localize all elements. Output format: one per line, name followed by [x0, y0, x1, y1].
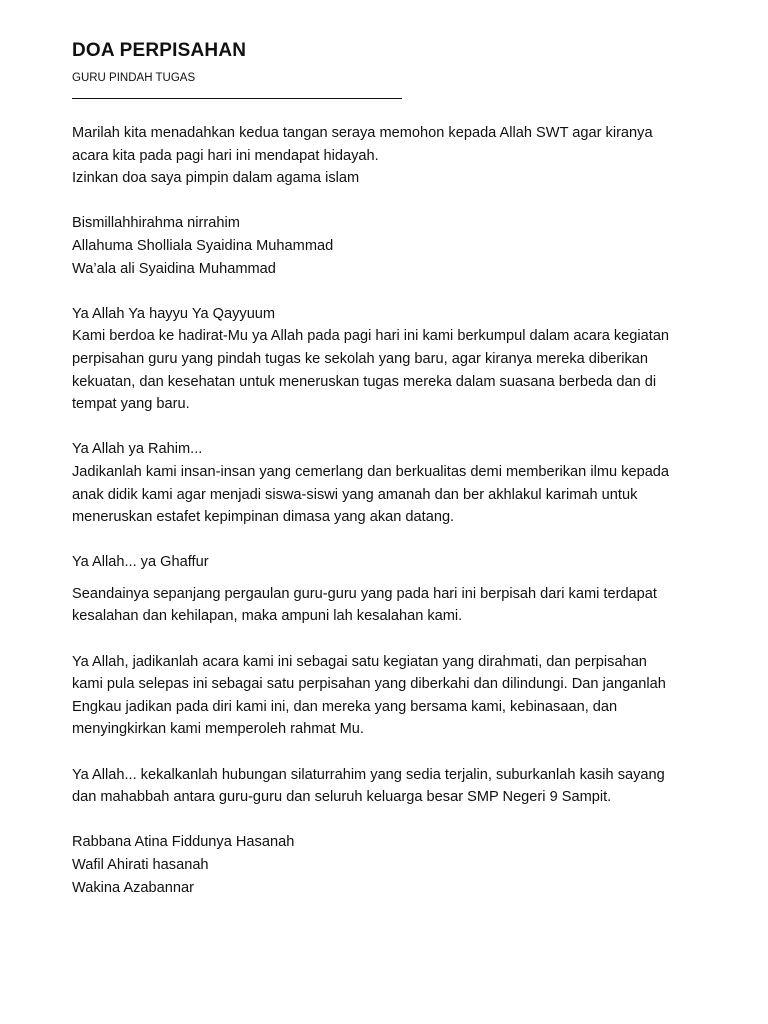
- paragraph: [72, 212, 712, 280]
- text-line: acara kita pada pagi hari ini mendapat hidayah.: [72, 147, 379, 164]
- text-line: kesalahan dan kehilapan, maka ampuni lah kesalahan kami.: [72, 608, 463, 625]
- text-line: Wakina Azabannar: [72, 879, 194, 896]
- text-line: Allahuma Sholliala Syaidina Muhammad: [72, 237, 334, 254]
- paragraph: [72, 831, 712, 899]
- text-line: Wa’ala ali Syaidina Muhammad: [72, 260, 276, 277]
- text-line: Engkau jadikan pada diri kami ini, dan mereka yang bersama kami, kebinasaan, dan: [72, 698, 618, 715]
- paragraph: [72, 764, 712, 809]
- text-line: Rabbana Atina Fiddunya Hasanah: [72, 834, 295, 851]
- text-line: kekuatan, dan kesehatan untuk meneruskan tugas mereka dalam suasana berbeda dan di: [72, 373, 657, 390]
- text-line: Izinkan doa saya pimpin dalam agama islam: [72, 170, 360, 187]
- document-subtitle: GURU PINDAH TUGAS: [72, 72, 196, 84]
- text-line: Marilah kita menadahkan kedua tangan seraya memohon kepada Allah SWT agar kiranya: [72, 125, 653, 141]
- document-body: [72, 122, 712, 899]
- text-line: meneruskan estafet kepimpinan dimasa yang akan datang.: [72, 509, 455, 526]
- text-line: tempat yang baru.: [72, 396, 190, 413]
- text-line: Jadikanlah kami insan-insan yang cemerlang dan berkualitas demi memberikan ilmu kepada: [72, 463, 670, 480]
- text-line: Wafil Ahirati hasanah: [72, 857, 209, 873]
- text-line: Ya Allah ya Rahim...: [72, 441, 203, 458]
- text-line: Ya Allah Ya hayyu Ya Qayyuum: [72, 305, 276, 322]
- text-line: Bismillahhirahma nirrahim: [72, 215, 240, 232]
- document-page: [72, 40, 712, 922]
- text-line: perpisahan guru yang pindah tugas ke sekolah yang baru, agar kiranya mereka diberikan: [72, 350, 649, 367]
- title-underline: [72, 98, 402, 99]
- paragraph: [72, 551, 712, 574]
- document-title: DOA PERPISAHAN: [72, 40, 247, 61]
- paragraph: [72, 651, 712, 741]
- paragraph: [72, 583, 712, 628]
- text-line: Ya Allah, jadikanlah acara kami ini sebagai satu kegiatan yang dirahmati, dan perpisahan: [72, 653, 647, 670]
- text-line: Ya Allah... kekalkanlah hubungan silaturrahim yang sedia terjalin, suburkanlah kasih sayang: [72, 766, 665, 783]
- paragraph: [72, 438, 712, 528]
- text-line: Ya Allah... ya Ghaffur: [72, 554, 209, 571]
- paragraph: [72, 303, 712, 416]
- text-line: dan mahabbah antara guru-guru dan seluruh keluarga besar SMP Negeri 9 Sampit.: [72, 789, 612, 806]
- text-line: kami pula selepas ini sebagai satu perpisahan yang diberkahi dan dilindungi. Dan janganlah: [72, 676, 666, 693]
- text-line: Seandainya sepanjang pergaulan guru-guru yang pada hari ini berpisah dari kami terdapat: [72, 585, 657, 602]
- text-line: Kami berdoa ke hadirat-Mu ya Allah pada pagi hari ini kami berkumpul dalam acara kegiatan: [72, 328, 670, 345]
- text-line: menyingkirkan kami memperoleh rahmat Mu.: [72, 721, 364, 738]
- text-line: anak didik kami agar menjadi siswa-siswi yang amanah dan ber akhlakul karimah untuk: [72, 486, 638, 503]
- paragraph: [72, 122, 712, 190]
